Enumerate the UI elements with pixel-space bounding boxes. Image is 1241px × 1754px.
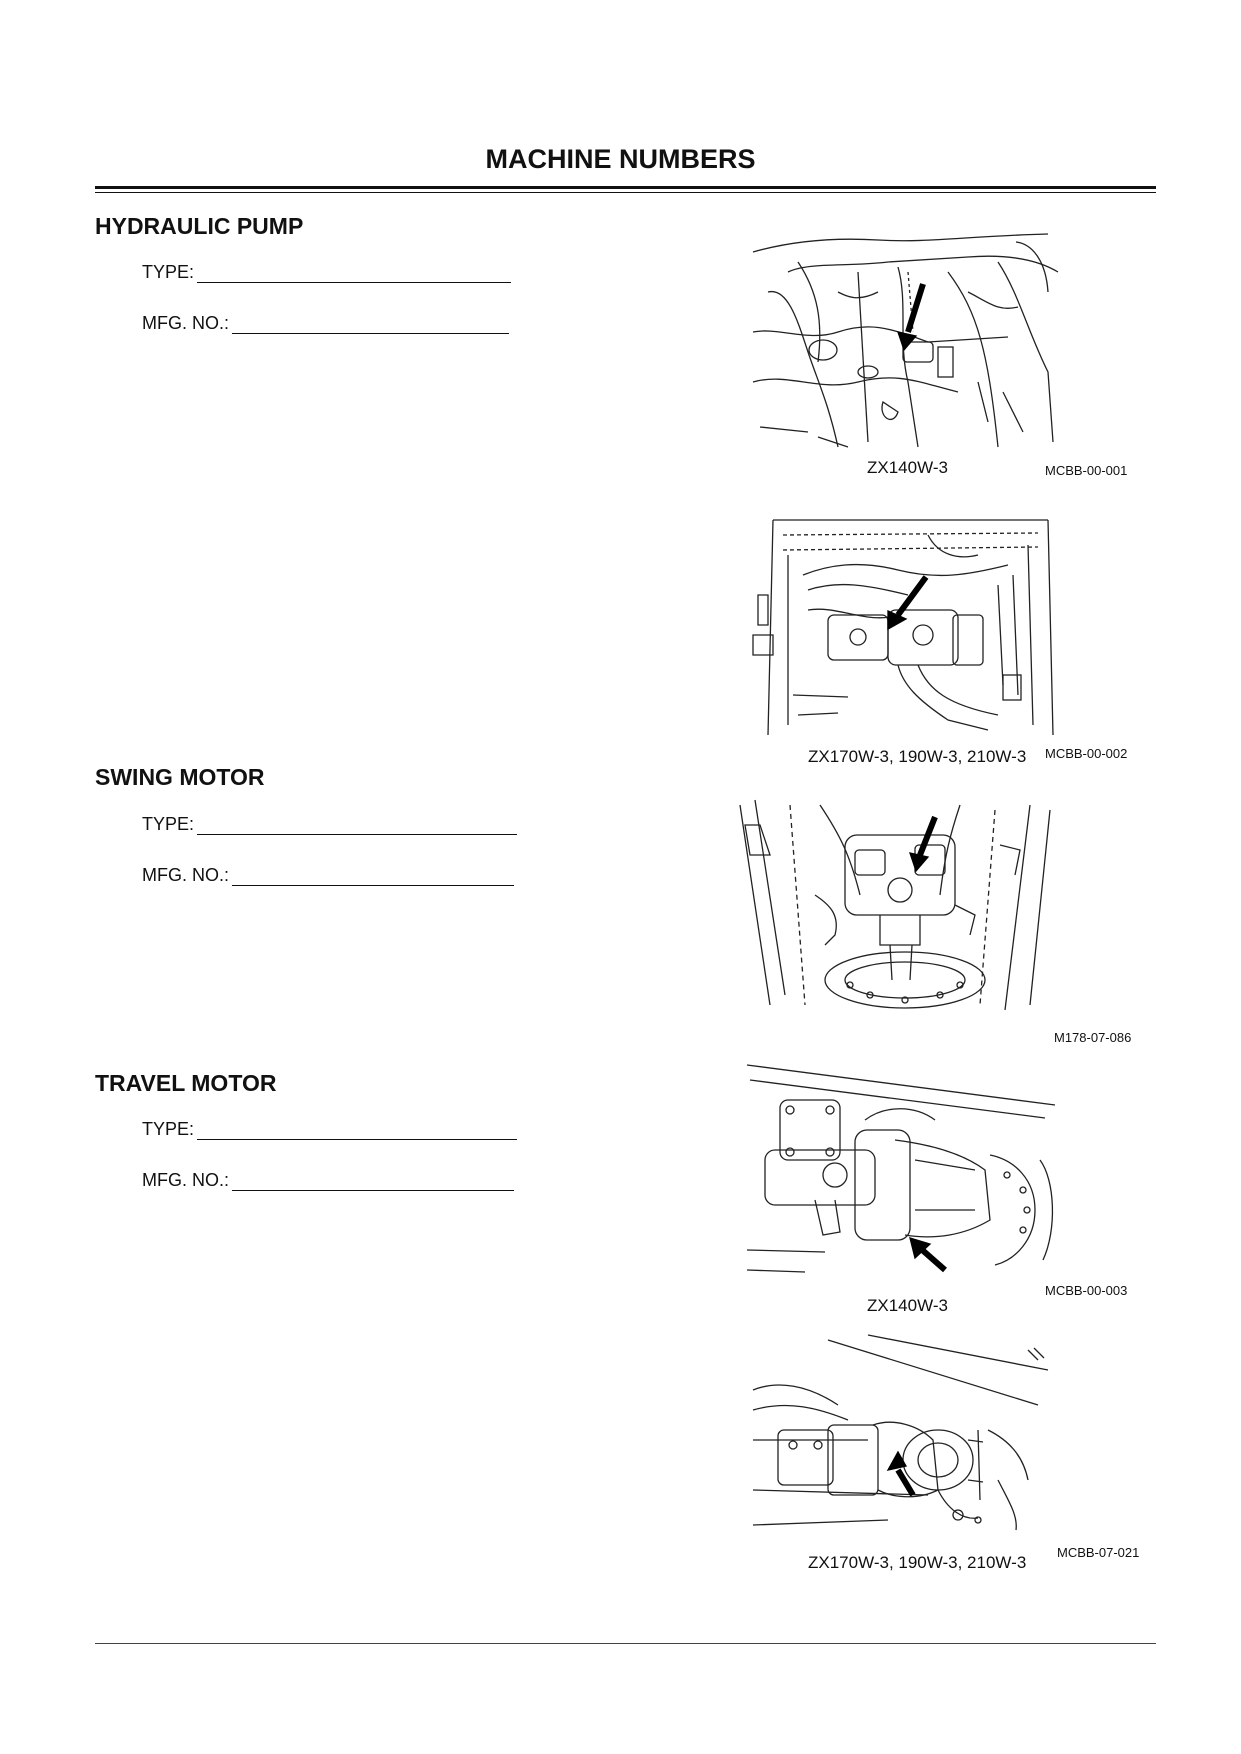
figure-caption: ZX140W-3	[867, 458, 948, 477]
figure-code: MCBB-00-002	[1045, 746, 1128, 761]
swing-motor-illustration	[730, 795, 1070, 1020]
hydraulic-pump-illustration-zx170w3	[748, 515, 1063, 740]
travel-motor-illustration-zx170w3	[748, 1330, 1063, 1555]
figure-caption: ZX170W-3, 190W-3, 210W-3	[808, 747, 1027, 766]
hydraulic-pump-illustration-zx140w3	[748, 232, 1063, 454]
field-label: TYPE:	[142, 262, 195, 282]
figure-caption: ZX170W-3, 190W-3, 210W-3	[808, 1553, 1027, 1572]
travel-motor-type-field[interactable]	[142, 1119, 517, 1140]
mfg-blank-line[interactable]	[232, 1172, 514, 1191]
figure-caption: ZX140W-3	[867, 1296, 948, 1315]
hydraulic-pump-mfg-field[interactable]	[142, 313, 509, 334]
field-label: MFG. NO.:	[142, 865, 229, 885]
field-label: TYPE:	[142, 814, 195, 834]
type-blank-line[interactable]	[197, 1121, 517, 1140]
field-label: TYPE:	[142, 1119, 195, 1139]
mfg-blank-line[interactable]	[232, 867, 514, 886]
swing-motor-mfg-field[interactable]	[142, 865, 514, 886]
section-heading-hydraulic-pump: HYDRAULIC PUMP	[95, 213, 304, 239]
type-blank-line[interactable]	[197, 816, 517, 835]
figure-code: MCBB-07-021	[1057, 1545, 1140, 1560]
title-rule-thin	[95, 192, 1156, 193]
figure-code: M178-07-086	[1054, 1030, 1132, 1045]
swing-motor-type-field[interactable]	[142, 814, 517, 835]
figure-code: MCBB-00-001	[1045, 463, 1128, 478]
section-heading-travel-motor: TRAVEL MOTOR	[95, 1070, 277, 1096]
footer-rule	[95, 1643, 1156, 1644]
field-label: MFG. NO.:	[142, 1170, 229, 1190]
hydraulic-pump-type-field[interactable]	[142, 262, 511, 283]
field-label: MFG. NO.:	[142, 313, 229, 333]
figure-code: MCBB-00-003	[1045, 1283, 1128, 1298]
title-rule-thick	[95, 186, 1156, 189]
page-title: MACHINE NUMBERS	[485, 144, 756, 174]
travel-motor-mfg-field[interactable]	[142, 1170, 514, 1191]
type-blank-line[interactable]	[197, 264, 511, 283]
travel-motor-illustration-zx140w3	[745, 1060, 1065, 1285]
mfg-blank-line[interactable]	[232, 315, 509, 334]
section-heading-swing-motor: SWING MOTOR	[95, 764, 265, 790]
